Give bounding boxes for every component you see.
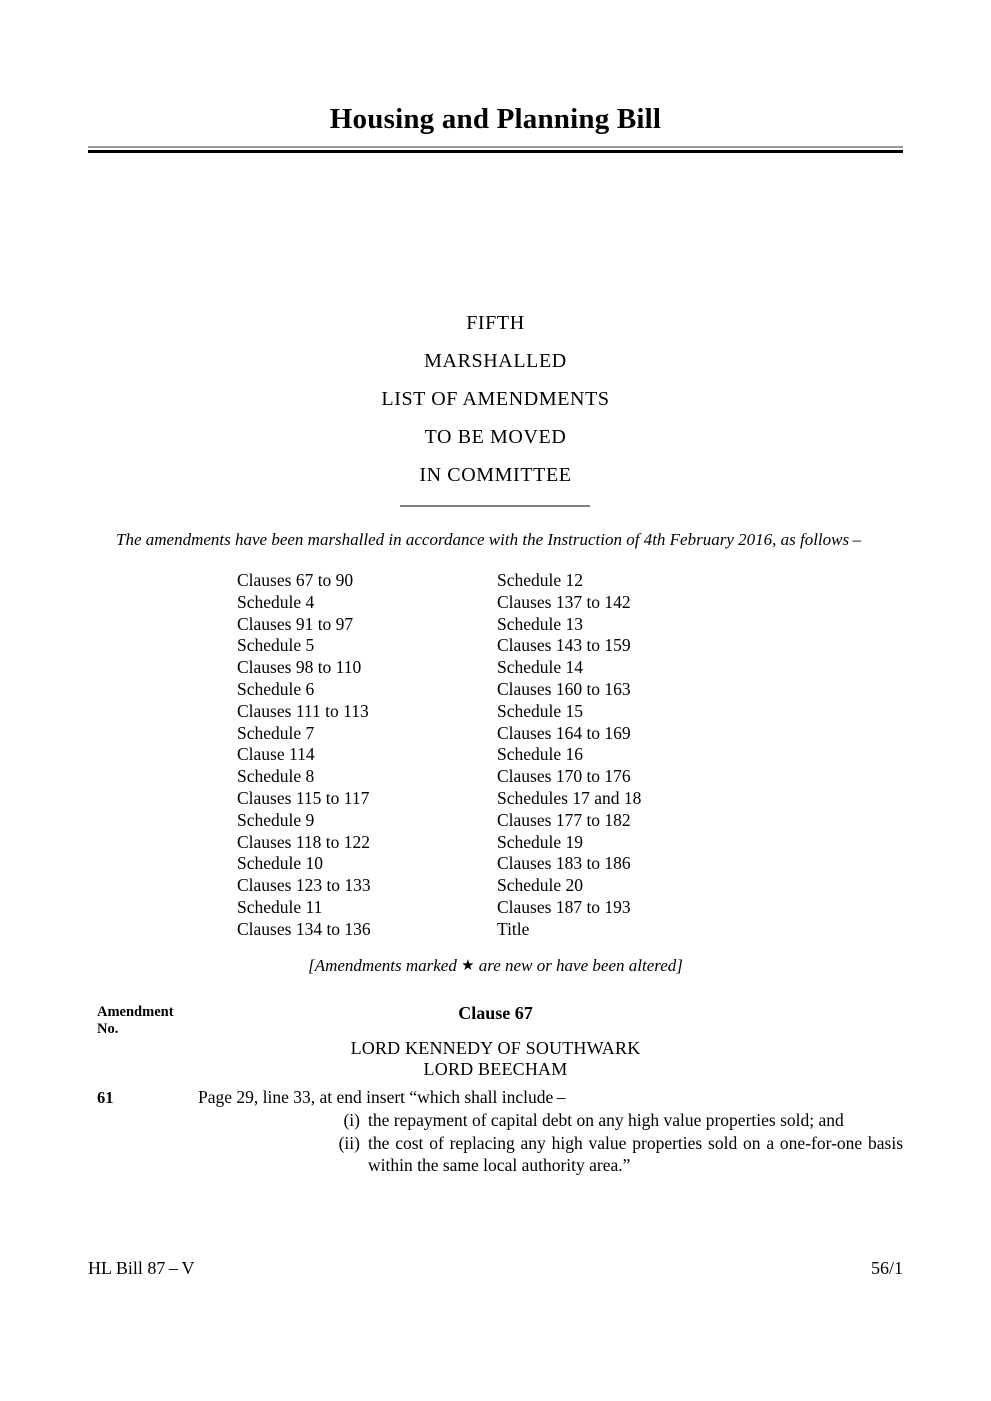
contents-item: Schedule 13 [497, 613, 584, 634]
contents-item: Schedule 12 [497, 570, 584, 590]
contents-item: Clauses 137 to 142 [497, 591, 631, 612]
contents-item: Clauses 134 to 136 [237, 918, 371, 939]
amendment-number: 61 [97, 1088, 114, 1107]
contents-item: Clauses 177 to 182 [497, 809, 631, 830]
star-icon: ★ [461, 958, 475, 974]
contents-item: Clauses 123 to 133 [237, 875, 371, 896]
note-open-bracket: [ [308, 956, 315, 975]
contents-item: Schedule 9 [237, 809, 315, 830]
contents-item: Schedule 4 [237, 591, 315, 612]
sponsor-name: LORD BEECHAM [423, 1059, 568, 1079]
title-divider [88, 146, 903, 153]
heading-line-5: IN COMMITTEE [419, 464, 572, 486]
subitem-text: the repayment of capital debt on any high value properties sold; and [368, 1110, 844, 1130]
heading-block [88, 304, 903, 494]
amendment-lead-text: Page 29, line 33, at end insert “which shall include – [198, 1087, 566, 1107]
amendment-subitems [198, 1109, 903, 1177]
contents-item: Schedule 8 [237, 766, 315, 787]
heading-separator-rule [400, 505, 590, 507]
contents-item: Schedule 10 [237, 853, 324, 874]
contents-item: Schedules 17 and 18 [497, 787, 642, 808]
contents-item: Clause 114 [237, 744, 315, 765]
page-footer [88, 1258, 903, 1279]
heading-line-2: MARSHALLED [424, 350, 567, 372]
page-title: Housing and Planning Bill [329, 103, 662, 135]
title-rule-thick [88, 150, 903, 153]
contents-item: Clauses 183 to 186 [497, 853, 631, 874]
contents-item: Schedule 7 [237, 722, 315, 743]
amendment-entry [97, 1086, 903, 1177]
contents-item: Schedule 19 [497, 831, 584, 852]
subitem-marker: (ii) [338, 1132, 360, 1153]
instruction-paragraph: The amendments have been marshalled in accordance with the Instruction of 4th February 2016, as follows – [116, 530, 862, 549]
clause-heading: Clause 67 [458, 1003, 533, 1023]
contents-item: Schedule 20 [497, 875, 584, 896]
contents-item: Clauses 164 to 169 [497, 722, 631, 743]
contents-item: Clauses 187 to 193 [497, 896, 631, 917]
note-text-after-star: are new or have been altered [474, 956, 677, 975]
star-legend-note [88, 956, 903, 976]
contents-item: Schedule 11 [237, 896, 323, 917]
amendment-subitem [198, 1109, 903, 1132]
heading-line-4: TO BE MOVED [424, 426, 567, 448]
contents-item: Schedule 16 [497, 744, 584, 765]
contents-item: Clauses 111 to 113 [237, 700, 369, 721]
contents-item: Schedule 5 [237, 635, 315, 656]
contents-item: Schedule 6 [237, 678, 315, 699]
contents-right-column [497, 570, 757, 941]
note-close-bracket: ] [676, 956, 683, 975]
title-rule-thin [88, 146, 903, 148]
contents-item: Schedule 15 [497, 700, 584, 721]
contents-item: Clauses 91 to 97 [237, 613, 354, 634]
contents-left-column [237, 570, 497, 941]
contents-item: Title [497, 918, 530, 939]
amendment-no-line-1: Amendment [97, 1004, 174, 1020]
sponsor-list [198, 1038, 793, 1080]
subitem-text: the cost of replacing any high value properties sold on a one-for-one basis within the same local authority area.” [368, 1132, 903, 1175]
footer-page-number: 56/1 [870, 1258, 903, 1278]
contents-item: Clauses 115 to 117 [237, 787, 370, 808]
heading-line-3: LIST OF AMENDMENTS [381, 388, 610, 410]
contents-item: Schedule 14 [497, 657, 584, 678]
contents-item: Clauses 118 to 122 [237, 831, 371, 852]
note-text-before-star: Amendments marked [314, 956, 462, 975]
amendment-no-line-2: No. [97, 1020, 119, 1037]
sponsor-name: LORD KENNEDY OF SOUTHWARK [350, 1038, 641, 1058]
heading-line-1: FIFTH [466, 312, 525, 334]
contents-item: Clauses 170 to 176 [497, 766, 631, 787]
contents-item: Clauses 98 to 110 [237, 657, 362, 678]
amendment-subitem [198, 1132, 903, 1177]
contents-item: Clauses 160 to 163 [497, 678, 631, 699]
footer-bill-reference: HL Bill 87 – V [88, 1258, 195, 1278]
contents-item: Clauses 67 to 90 [237, 570, 354, 590]
contents-item: Clauses 143 to 159 [497, 635, 631, 656]
subitem-marker: (i) [343, 1110, 360, 1130]
contents-list [237, 570, 797, 941]
